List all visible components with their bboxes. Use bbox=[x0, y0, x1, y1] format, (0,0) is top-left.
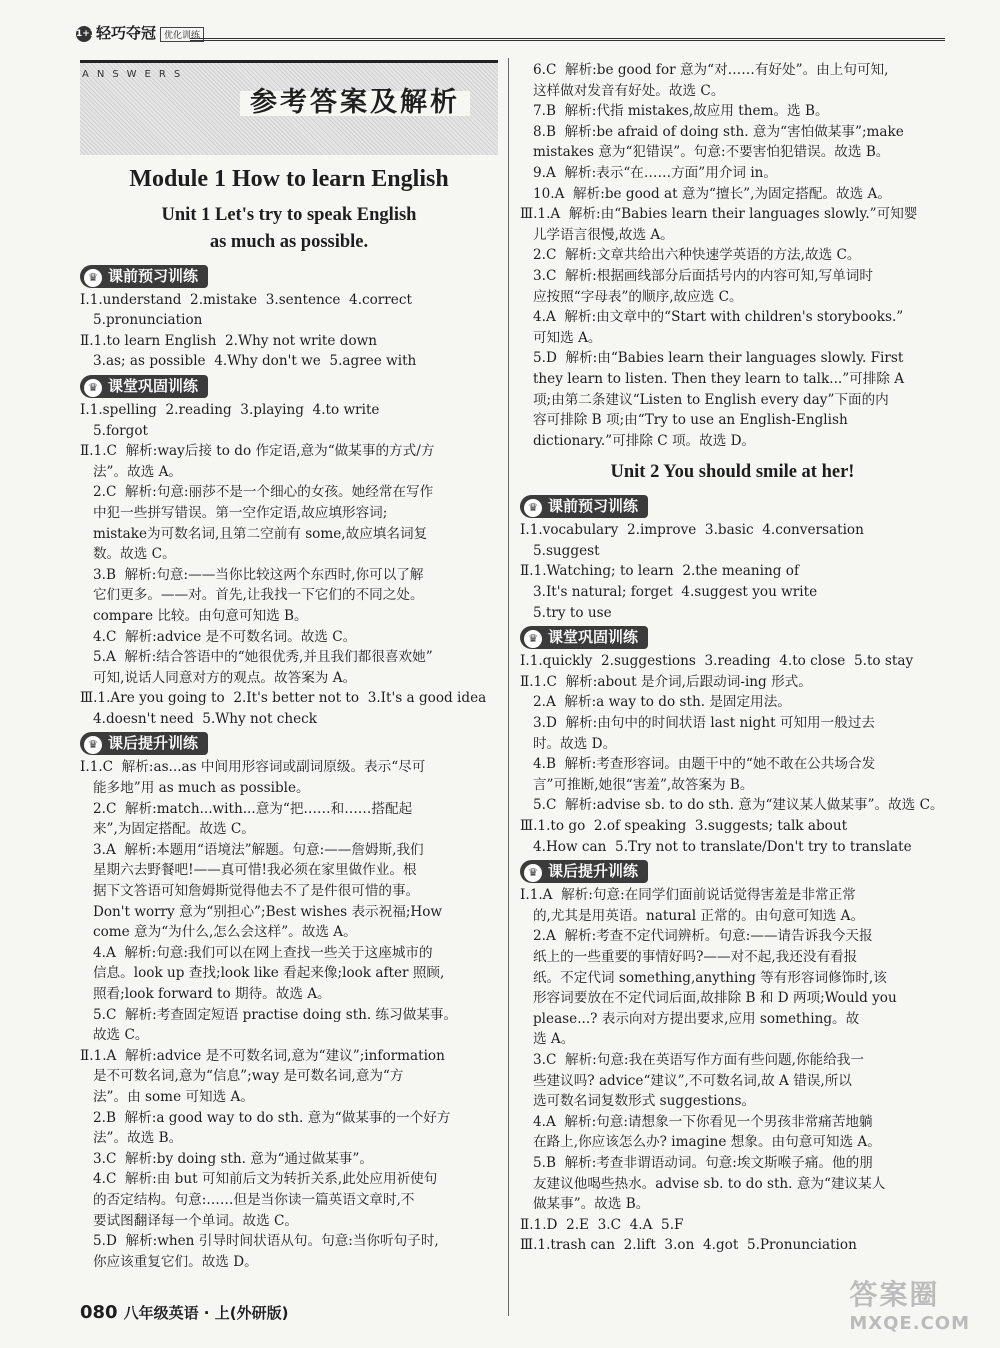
answer-line: Ⅱ.1.A 解析:advice 是不可数名词,意为“建议”;information bbox=[80, 1047, 445, 1064]
answer-line: 2.C 解析:文章共给出六种快速学英语的方法,故选 C。 bbox=[520, 247, 861, 264]
answer-line: 5.D 解析:when 引导时间状语从句。句意:当你听句子时, bbox=[80, 1233, 439, 1250]
answer-line: please...? 表示向对方提出要求,应用 something。故 bbox=[520, 1010, 860, 1027]
header-rule bbox=[190, 38, 945, 41]
page-footer bbox=[80, 1302, 288, 1323]
answer-line: 应按照“字母表”的顺序,故应选 C。 bbox=[520, 288, 743, 305]
answer-line: mistake为可数名词,且第二空前有 some,故应填名词复 bbox=[80, 525, 428, 542]
answer-line: Ⅰ.1.understand 2.mistake 3.sentence 4.correct bbox=[80, 291, 412, 308]
answer-line: 这样做对发音有好处。故选 C。 bbox=[520, 82, 725, 99]
answer-line: Ⅰ.1.spelling 2.reading 3.playing 4.to write bbox=[80, 401, 380, 418]
answer-line: 言”可推断,她很“害羞”,故答案为 B。 bbox=[520, 776, 754, 793]
section-after-header-2: ♛ 课后提升训练 bbox=[520, 860, 648, 883]
watermark-text: 答案圈 bbox=[849, 1278, 940, 1311]
unit1-title-line1: Unit 1 Let's try to speak English bbox=[161, 204, 417, 225]
crown-icon: ♛ bbox=[84, 269, 102, 287]
answer-line: 6.C 解析:be good for 意为“对……有好处”。由上句可知, bbox=[520, 62, 889, 78]
answer-line: 选 A。 bbox=[520, 1031, 575, 1048]
answer-line: 3.C 解析:by doing sth. 意为“通过做某事”。 bbox=[80, 1150, 373, 1167]
answer-line: Ⅲ.1.to go 2.of speaking 3.suggests; talk about bbox=[520, 818, 848, 834]
answer-line: come 意为“为什么,怎么会这样”。故选 A。 bbox=[80, 924, 357, 941]
answer-line: 中犯一些拼写错误。第一空作定语,故应填形容词; bbox=[80, 504, 388, 521]
right-after-lines bbox=[520, 885, 945, 1256]
watermark bbox=[849, 1273, 970, 1334]
page-header bbox=[70, 22, 945, 50]
answer-line: 2.C 解析:句意:丽莎不是一个细心的女孩。她经常在写作 bbox=[80, 484, 434, 501]
left-after-lines bbox=[80, 757, 498, 1272]
left-column bbox=[80, 60, 498, 1272]
answer-line: 故选 C。 bbox=[80, 1027, 149, 1044]
crown-icon: ♛ bbox=[524, 630, 542, 648]
answer-line: 可知,说话人同意对方的观点。故答案为 A。 bbox=[80, 669, 357, 686]
unit2-title: Unit 2 You should smile at her! bbox=[610, 462, 855, 483]
answer-line: Ⅱ.1.D 2.E 3.C 4.A 5.F bbox=[520, 1216, 684, 1233]
unit1-title bbox=[80, 202, 498, 256]
section-after-header: ♛ 课后提升训练 bbox=[80, 732, 208, 755]
unit1-title-line2: as much as possible. bbox=[209, 231, 369, 252]
right-lines-a bbox=[520, 60, 945, 451]
section-classroom-header: ♛ 课堂巩固训练 bbox=[80, 375, 208, 398]
answer-line: 3.as; as possible 4.Why don't we 5.agree with bbox=[80, 353, 417, 370]
answer-line: 是不可数名词,意为“信息”;way 是可数名词,意为“方 bbox=[80, 1068, 404, 1085]
answer-line: 4.C 解析:由 but 可知前后文为转折关系,此处应用祈使句 bbox=[80, 1171, 438, 1188]
answer-line: 4.doesn't need 5.Why not check bbox=[80, 710, 317, 727]
answer-line: 做某事”。故选 B。 bbox=[520, 1196, 650, 1213]
section-preview-header: ♛ 课前预习训练 bbox=[80, 265, 208, 288]
left-classroom-lines bbox=[80, 400, 498, 730]
answer-line: 时。故选 D。 bbox=[520, 735, 617, 752]
answer-line: 3.A 解析:本题用“语境法”解题。句意:——詹姆斯,我们 bbox=[80, 841, 424, 858]
answer-line: 3.C 解析:句意:我在英语写作方面有些问题,你能给我一 bbox=[520, 1051, 864, 1068]
answer-line: 5.A 解析:结合答语中的“她很优秀,并且我们都很喜欢她” bbox=[80, 649, 433, 666]
answer-line: 据下文答语可知詹姆斯觉得他去不了是件很可惜的事。 bbox=[80, 883, 420, 900]
section-classroom-header-2: ♛ 课堂巩固训练 bbox=[520, 626, 648, 649]
answer-line: 3.C 解析:根据画线部分后面括号内的内容可知,写单词时 bbox=[520, 267, 873, 284]
answer-line: 4.A 解析:句意:我们可以在网上查找一些关于这座城市的 bbox=[80, 944, 433, 961]
answer-line: 友建议他喝些热水。advise sb. to do sth. 意为“建议某人 bbox=[520, 1175, 886, 1192]
answer-line: 4.B 解析:考查形容词。由题干中的“她不敢在公共场合发 bbox=[520, 756, 876, 773]
column-divider bbox=[508, 58, 509, 1316]
answer-line: 法”。故选 B。 bbox=[80, 1130, 183, 1147]
answer-line: Ⅰ.1.A 解析:句意:在同学们面前说话觉得害羞是非常正常 bbox=[520, 887, 856, 904]
answers-label: ANSWERS bbox=[82, 69, 189, 80]
watermark-site: MXQE.COM bbox=[849, 1313, 970, 1334]
answer-line: 数。故选 C。 bbox=[80, 546, 176, 563]
answer-line: Ⅰ.1.C 解析:as...as 中间用形容词或副词原级。表示“尽可 bbox=[80, 759, 426, 776]
answer-line: 5.C 解析:advise sb. to do sth. 意为“建议某人做某事”。故选 C。 bbox=[520, 797, 944, 814]
answer-line: dictionary.”可排除 C 项。故选 D。 bbox=[520, 432, 756, 449]
answer-line: Ⅱ.1.to learn English 2.Why not write down bbox=[80, 332, 378, 349]
answer-line: 4.A 解析:句意:请想象一下你看见一个男孩非常痛苦地躺 bbox=[520, 1113, 873, 1130]
book-title: 八年级英语 · 上(外研版) bbox=[123, 1304, 289, 1322]
brand-name: 轻巧夺冠 bbox=[96, 24, 157, 42]
answer-line: 能多地”用 as much as possible。 bbox=[80, 780, 310, 797]
answer-line: 纸。不定代词 something,anything 等有形容词修饰时,该 bbox=[520, 969, 887, 986]
answer-line: mistakes 意为“犯错误”。句意:不要害怕犯错误。故选 B。 bbox=[520, 144, 890, 161]
answer-line: Ⅰ.1.vocabulary 2.improve 3.basic 4.conversation bbox=[520, 522, 864, 539]
answer-line: Ⅱ.1.C 解析:way后接 to do 作定语,意为“做某事的方式/方 bbox=[80, 443, 435, 460]
answer-line: 星期六去野餐吧!——真可惜!我必须在家里做作业。根 bbox=[80, 862, 417, 879]
brand-sub: 优化训练 bbox=[160, 27, 204, 42]
answer-line: 5.suggest bbox=[520, 542, 600, 559]
answer-line: 信息。look up 查找;look like 看起来像;look after 照顾, bbox=[80, 965, 445, 982]
answer-line: 容可排除 B 项;由“Try to use an English-English bbox=[520, 412, 848, 429]
answer-line: 的否定结构。句意:……但是当你读一篇英语文章时,不 bbox=[80, 1191, 415, 1208]
crown-icon: ♛ bbox=[84, 736, 102, 754]
answer-line: 可知选 A。 bbox=[520, 329, 602, 346]
answer-line: 2.A 解析:a way to do sth. 是固定用法。 bbox=[520, 694, 791, 711]
answer-line: 10.A 解析:be good at 意为“擅长”,为固定搭配。故选 A。 bbox=[520, 185, 891, 202]
answer-line: 4.How can 5.Try not to translate/Don't try to translate bbox=[520, 838, 912, 855]
answer-line: 来”,为固定搭配。故选 C。 bbox=[80, 821, 255, 838]
answer-line: 4.A 解析:由文章中的“Start with children's storybooks.” bbox=[520, 309, 904, 326]
answer-line: 5.B 解析:考查非谓语动词。句意:埃文斯喉子痛。他的朋 bbox=[520, 1154, 873, 1171]
right-preview-lines bbox=[520, 520, 945, 623]
brand bbox=[76, 22, 204, 43]
answer-line: 纸上的一些重要的事情好吗?——对不起,我还没有看报 bbox=[520, 948, 858, 965]
answer-line: 2.B 解析:a good way to do sth. 意为“做某事的一个好方 bbox=[80, 1109, 451, 1126]
answer-line: 2.C 解析:match...with...意为“把……和……搭配起 bbox=[80, 800, 413, 817]
answer-line: 5.forgot bbox=[80, 422, 149, 439]
answer-line: they learn to listen. Then they learn to talk...”可排除 A bbox=[520, 370, 905, 387]
brand-logo-icon: 1+1 bbox=[76, 26, 92, 42]
answer-line: 在路上,你应该怎么办? imagine 想象。由句意可知选 A。 bbox=[520, 1134, 881, 1151]
answer-line: 要试图翻译每一个单词。故选 C。 bbox=[80, 1212, 299, 1229]
right-classroom-lines bbox=[520, 651, 945, 857]
answer-line: 儿学语言很慢,故选 A。 bbox=[520, 226, 674, 243]
answer-line: Ⅲ.1.Are you going to 2.It's better not to 3.It's a good idea bbox=[80, 690, 487, 707]
answers-banner bbox=[80, 60, 498, 155]
answer-line: 9.A 解析:表示“在……方面”用介词 in。 bbox=[520, 164, 778, 181]
answer-line: 2.A 解析:考查不定代词辨析。句意:——请告诉我今天报 bbox=[520, 928, 873, 945]
answer-line: 项;由第二条建议“Listen to English every day”下面的内 bbox=[520, 391, 889, 408]
page-number: 080 bbox=[80, 1302, 118, 1323]
right-column bbox=[520, 60, 945, 1256]
answer-line: Ⅱ.1.Watching; to learn 2.the meaning of bbox=[520, 563, 800, 580]
crown-icon: ♛ bbox=[524, 864, 542, 882]
answer-line: 它们更多。——对。首先,让我找一下它们的不同之处。 bbox=[80, 587, 424, 604]
answer-line: 选可数名词复数形式 suggestions。 bbox=[520, 1093, 756, 1110]
module-title: Module 1 How to learn English bbox=[129, 166, 449, 192]
answer-line: Ⅱ.1.C 解析:about 是介词,后跟动词-ing 形式。 bbox=[520, 673, 812, 690]
crown-icon: ♛ bbox=[84, 379, 102, 397]
answer-line: 形容词要放在不定代词后面,故排除 B 和 D 两项;Would you bbox=[520, 990, 897, 1007]
answer-line: Ⅰ.1.quickly 2.suggestions 3.reading 4.to close 5.to stay bbox=[520, 653, 914, 670]
answer-line: Don't worry 意为“别担心”;Best wishes 表示祝福;How bbox=[80, 903, 443, 920]
left-preview-lines bbox=[80, 290, 498, 372]
answer-line: Ⅲ.1.A 解析:由“Babies learn their languages slowly.”可知婴 bbox=[520, 206, 918, 223]
answer-line: 3.It's natural; forget 4.suggest you write bbox=[520, 584, 818, 601]
answer-line: 5.try to use bbox=[520, 604, 612, 621]
answer-line: Ⅲ.1.trash can 2.lift 3.on 4.got 5.Pronunciation bbox=[520, 1237, 857, 1254]
answer-line: 照看;look forward to 期待。故选 A。 bbox=[80, 986, 331, 1002]
section-preview-header-2: ♛ 课前预习训练 bbox=[520, 495, 648, 518]
answer-line: 5.C 解析:考查固定短语 practise doing sth. 练习做某事。 bbox=[80, 1006, 458, 1023]
answer-line: 法”。由 some 可知选 A。 bbox=[80, 1088, 254, 1105]
answer-line: 3.D 解析:由句中的时间状语 last night 可知用一般过去 bbox=[520, 715, 876, 732]
answer-line: 法”。故选 A。 bbox=[80, 463, 183, 480]
answer-line: 8.B 解析:be afraid of doing sth. 意为“害怕做某事”;make bbox=[520, 123, 904, 140]
answer-line: compare 比较。由句意可知选 B。 bbox=[80, 607, 308, 624]
answer-line: 些建议吗? advice“建议”,不可数名词,故 A 错误,所以 bbox=[520, 1072, 852, 1089]
answer-line: 3.B 解析:句意:——当你比较这两个东西时,你可以了解 bbox=[80, 566, 424, 583]
answer-line: 7.B 解析:代指 mistakes,故应用 them。选 B。 bbox=[520, 103, 829, 120]
answer-line: 你应该重复它们。故选 D。 bbox=[80, 1253, 258, 1270]
answer-line: 4.C 解析:advice 是不可数名词。故选 C。 bbox=[80, 628, 357, 645]
answer-line: 5.D 解析:由“Babies learn their languages slowly. First bbox=[520, 350, 904, 367]
answer-line: 的,尤其是用英语。natural 正常的。由句意可知选 A。 bbox=[520, 907, 865, 924]
answer-line: 5.pronunciation bbox=[80, 312, 203, 329]
crown-icon: ♛ bbox=[524, 499, 542, 517]
banner-title: 参考答案及解析 bbox=[240, 91, 470, 116]
